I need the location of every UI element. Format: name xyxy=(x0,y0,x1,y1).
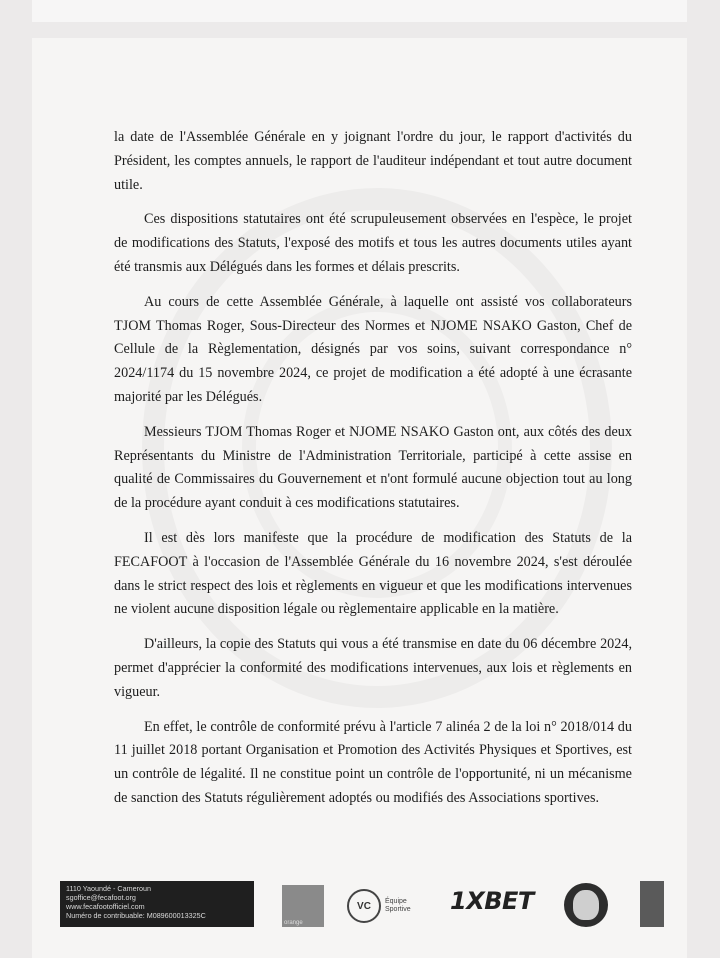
footer-address: 1110 Yaoundé - Cameroun xyxy=(66,884,151,893)
lion-face-shape xyxy=(573,890,599,920)
footer-website: www.fecafootofficiel.com xyxy=(66,902,145,911)
footer xyxy=(32,881,687,941)
paragraph-messieurs: Messieurs TJOM Thomas Roger et NJOME NSAKO Gaston ont, aux côtés des deux Représentants du Ministre de l'Administration Territoriale, participé à cette assise en qualité de Commissaires du Gouvernement et n'ont formulé aucune objection tout au long de la procédure ayant conduit à ces modifications statutaires. xyxy=(114,423,632,512)
body-text xyxy=(114,126,632,822)
footer-taxpayer-number: Numéro de contribuable: M089600013325C xyxy=(66,911,206,920)
equipe-logo-text: Équipe Sportive xyxy=(385,898,411,913)
paragraph-continuation: la date de l'Assemblée Générale en y joignant l'ordre du jour, le rapport d'activités du Président, les comptes annuels, le rapport de l'auditeur indépendant et tout autre document utile. xyxy=(114,129,632,193)
paragraph-controle: En effet, le contrôle de conformité prévu à l'article 7 alinéa 2 de la loi n° 2018/014 du 11 juillet 2018 portant Organisation et Promotion des Activités Physiques et Sportives, est un contrôle de légalité. Il ne constitue point un contrôle de l'opportunité, ni un mécanisme de sanction des Statuts régulièrement adoptés ou modifiés des Associations sportives. xyxy=(114,718,632,806)
footer-contact-box xyxy=(60,881,254,927)
orange-logo xyxy=(282,885,324,927)
lion-icon xyxy=(564,883,608,927)
paragraph-dispositions: Ces dispositions statutaires ont été scrupuleusement observées en l'espèce, le projet de modifications des Statuts, l'exposé des motifs et tous les autres documents utiles ayant été transmis aux Délégués dans les formes et délais prescrits. xyxy=(114,211,632,275)
equipe-emblem-icon: VC xyxy=(347,889,381,923)
paragraph-assemblee: Au cours de cette Assemblée Générale, à laquelle ont assisté vos collaborateurs TJOM Thomas Roger, Sous-Directeur des Normes et NJOME NSAKO Gaston, Chef de Cellule de la Règlementation, désignés par vos soins, suivant correspondance n° 2024/1174 du 15 novembre 2024, ce projet de modification a été adopté à une écrasante majorité par les Délégués. xyxy=(114,293,632,405)
previous-page-edge xyxy=(32,0,687,22)
footer-dark-block xyxy=(640,881,664,927)
sponsor-1xbet-logo: 1XBET xyxy=(450,887,534,915)
footer-email: sgoffice@fecafoot.org xyxy=(66,893,136,902)
paragraph-procedure: Il est dès lors manifeste que la procédure de modification des Statuts de la FECAFOOT à l'occasion de l'Assemblée Générale du 16 novembre 2024, s'est déroulée dans le strict respect des lois et règlements en vigueur et que les modifications intervenues ne violent aucune disposition légale ou règlementaire applicable en la matière. xyxy=(114,529,632,618)
document-page xyxy=(32,38,687,958)
paragraph-copie-statuts: D'ailleurs, la copie des Statuts qui vous a été transmise en date du 06 décembre 2024, permet d'apprécier la conformité des modifications intervenues, aux lois et règlements en vigueur. xyxy=(114,636,632,700)
equipe-logo xyxy=(347,887,429,925)
orange-logo-text: orange xyxy=(284,920,303,926)
